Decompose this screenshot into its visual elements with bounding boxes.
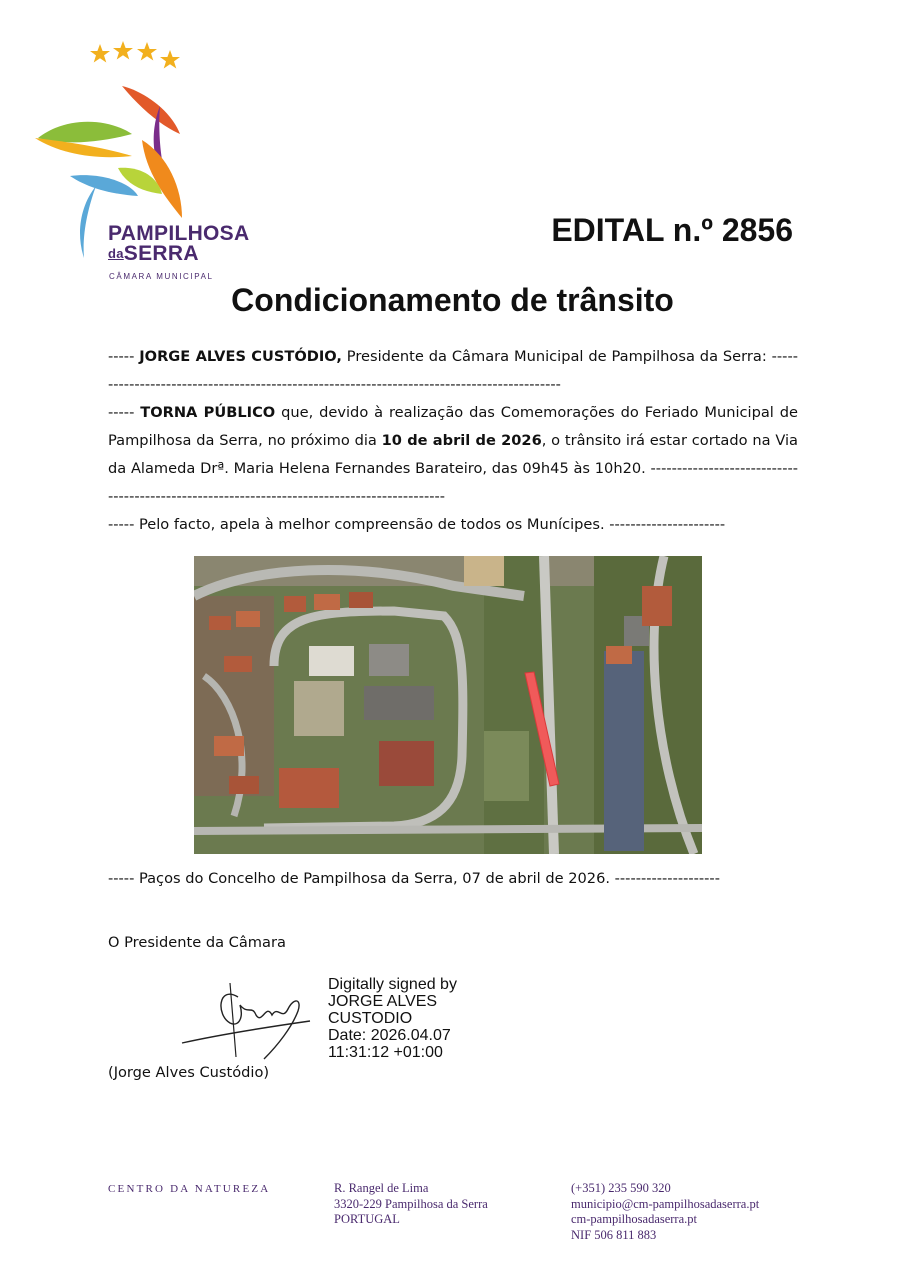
closing-line: ----- Paços do Concelho de Pampilhosa da Serra, 07 de abril de 2026. -------------------- [108, 870, 720, 887]
torna-publico: TORNA PÚBLICO [140, 404, 276, 421]
sig-line-2: JORGE ALVES [328, 993, 438, 1010]
paragraph-3: ----- Pelo facto, apela à melhor compreensão de todos os Munícipes. ---------------------- [108, 516, 726, 533]
logo-name-line1: PAMPILHOSA [108, 222, 250, 245]
footer-address [334, 1181, 488, 1228]
sig-line-4: Date: 2026.04.07 [328, 1027, 451, 1044]
paragraph-2-text-1: que, devido à realização das Comemorações do Feriado Municipal de Pampilhosa da Serra, no próximo dia [108, 404, 798, 449]
footer-phone: (+351) 235 590 320 [571, 1181, 671, 1195]
sig-line-3: CUSTODIO [328, 1010, 413, 1027]
digital-signature-block [328, 976, 457, 1061]
paragraph-2-text-2: , o trânsito irá estar cortado na Via da Alameda Drª. Maria Helena Fernandes Barateiro, das 09h45 às 10h20. -------------------------------------------------------------------------------------------- [108, 432, 799, 505]
logo-subtitle: CÂMARA MUNICIPAL [109, 272, 214, 281]
signer-name: (Jorge Alves Custódio) [108, 1064, 270, 1081]
closure-map [194, 556, 702, 854]
footer-contacts [571, 1181, 759, 1243]
sig-line-5: 11:31:12 +01:00 [328, 1044, 443, 1061]
closure-date: 10 de abril de 2026 [381, 432, 542, 449]
dash-lead: ----- [108, 348, 140, 365]
paragraph-2 [108, 399, 798, 511]
address-line: 3320-229 Pampilhosa da Serra [334, 1196, 488, 1211]
page-title: Condicionamento de trânsito [231, 282, 674, 318]
paragraph-1-text: Presidente da Câmara Municipal de Pampilhosa da Serra: ------------------------------------------------------------------------------------------- [108, 348, 798, 393]
footer-website-link[interactable]: cm-pampilhosadaserra.pt [571, 1212, 697, 1226]
footer-nif: NIF 506 811 883 [571, 1227, 657, 1242]
footer-brand: CENTRO DA NATUREZA [108, 1183, 271, 1195]
mayor-name: JORGE ALVES CUSTÓDIO, [139, 348, 342, 365]
address-line: R. Rangel de Lima [334, 1181, 429, 1195]
municipal-logo [30, 38, 270, 288]
notice-body [108, 343, 798, 539]
president-label: O Presidente da Câmara [108, 934, 286, 951]
dash-lead: ----- [108, 404, 141, 421]
satellite-map-image [194, 556, 702, 854]
edital-number: EDITAL n.º 2856 [551, 212, 793, 248]
logo-name [108, 224, 249, 264]
logo-name-da: da [108, 246, 124, 261]
sig-line-1: Digitally signed by [328, 976, 457, 993]
footer-email-link[interactable]: municipio@cm-pampilhosadaserra.pt [571, 1196, 760, 1211]
paragraph-1 [108, 343, 798, 399]
logo-name-serra: SERRA [123, 242, 199, 265]
address-line: PORTUGAL [334, 1212, 400, 1226]
logo-stars [90, 41, 180, 69]
handwritten-signature [178, 975, 318, 1065]
